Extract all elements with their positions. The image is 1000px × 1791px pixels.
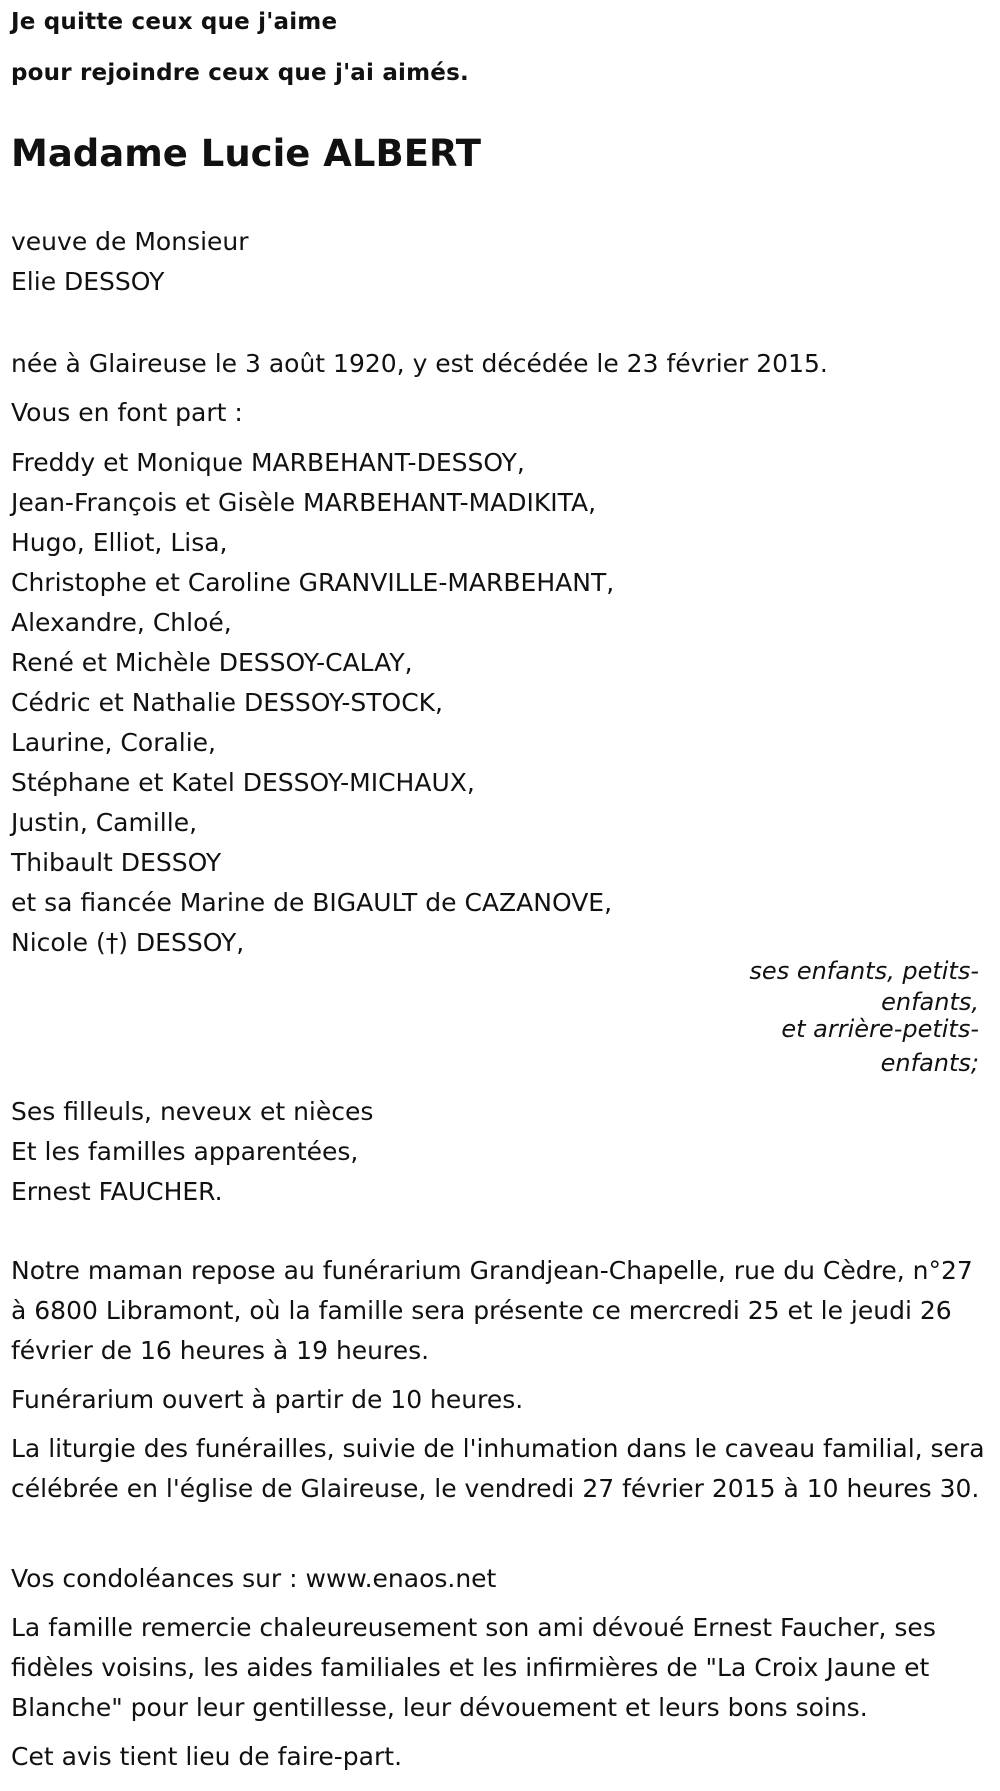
widow-of-line-2: Elie DESSOY — [11, 267, 165, 296]
family-list — [11, 443, 614, 963]
thanks-message: La famille remercie chaleureusement son ami dévoué Ernest Faucher, ses fidèles voisins, les aides familiales et les infirmières de "La Croix Jaune et Blanche" pour leur gentillesse, leur dévouement et leurs bons soins. — [11, 1613, 936, 1722]
family-member: Hugo, Elliot, Lisa, — [11, 528, 228, 557]
funerarium-info: Notre maman repose au funérarium Grandjean-Chapelle, rue du Cèdre, n°27 à 6800 Libramont, où la famille sera présente ce mercredi 25 et le jeudi 26 février de 16 heures à 19 heures. — [11, 1256, 973, 1365]
deceased-name: Madame Lucie ALBERT — [11, 132, 482, 175]
family-member: Jean-François et Gisèle MARBEHANT-MADIKITA, — [11, 488, 597, 517]
liturgy-info: La liturgie des funérailles, suivie de l'inhumation dans le caveau familial, sera célébrée en l'église de Glaireuse, le vendredi 27 février 2015 à 10 heures 30. — [11, 1434, 985, 1503]
relation-note-line: enfants; — [880, 1049, 979, 1077]
relation-note-line: enfants, — [881, 988, 979, 1016]
birth-death-dates: née à Glaireuse le 3 août 1920, y est décédée le 23 février 2015. — [11, 349, 828, 378]
announcement-intro: Vous en font part : — [11, 398, 243, 427]
widow-of-line-1: veuve de Monsieur — [11, 227, 249, 256]
family-member: Stéphane et Katel DESSOY-MICHAUX, — [11, 768, 475, 797]
relative-line: Et les familles apparentées, — [11, 1137, 359, 1166]
epigraph-line-1: Je quitte ceux que j'aime — [11, 9, 338, 35]
epigraph-line-2: pour rejoindre ceux que j'ai aimés. — [11, 60, 469, 86]
family-member: Christophe et Caroline GRANVILLE-MARBEHANT, — [11, 568, 615, 597]
family-member: Alexandre, Chloé, — [11, 608, 232, 637]
family-member: Laurine, Coralie, — [11, 728, 217, 757]
family-member: Justin, Camille, — [11, 808, 198, 837]
family-member: et sa fiancée Marine de BIGAULT de CAZANOVE, — [11, 888, 613, 917]
family-member: Cédric et Nathalie DESSOY-STOCK, — [11, 688, 443, 717]
other-relatives — [11, 1092, 373, 1212]
family-member: René et Michèle DESSOY-CALAY, — [11, 648, 413, 677]
closing-note: Cet avis tient lieu de faire-part. — [11, 1742, 403, 1771]
family-member: Thibault DESSOY — [11, 848, 222, 877]
condolences-link: Vos condoléances sur : www.enaos.net — [11, 1564, 497, 1593]
family-member: Nicole (†) DESSOY, — [11, 928, 245, 957]
relation-note — [719, 952, 979, 1082]
opening-hours: Funérarium ouvert à partir de 10 heures. — [11, 1385, 524, 1414]
relation-note-line: et arrière-petits- — [781, 1015, 979, 1043]
family-member: Freddy et Monique MARBEHANT-DESSOY, — [11, 448, 525, 477]
relation-note-line: ses enfants, petits- — [749, 957, 979, 985]
relative-line: Ernest FAUCHER. — [11, 1177, 223, 1206]
relative-line: Ses filleuls, neveux et nièces — [11, 1097, 374, 1126]
